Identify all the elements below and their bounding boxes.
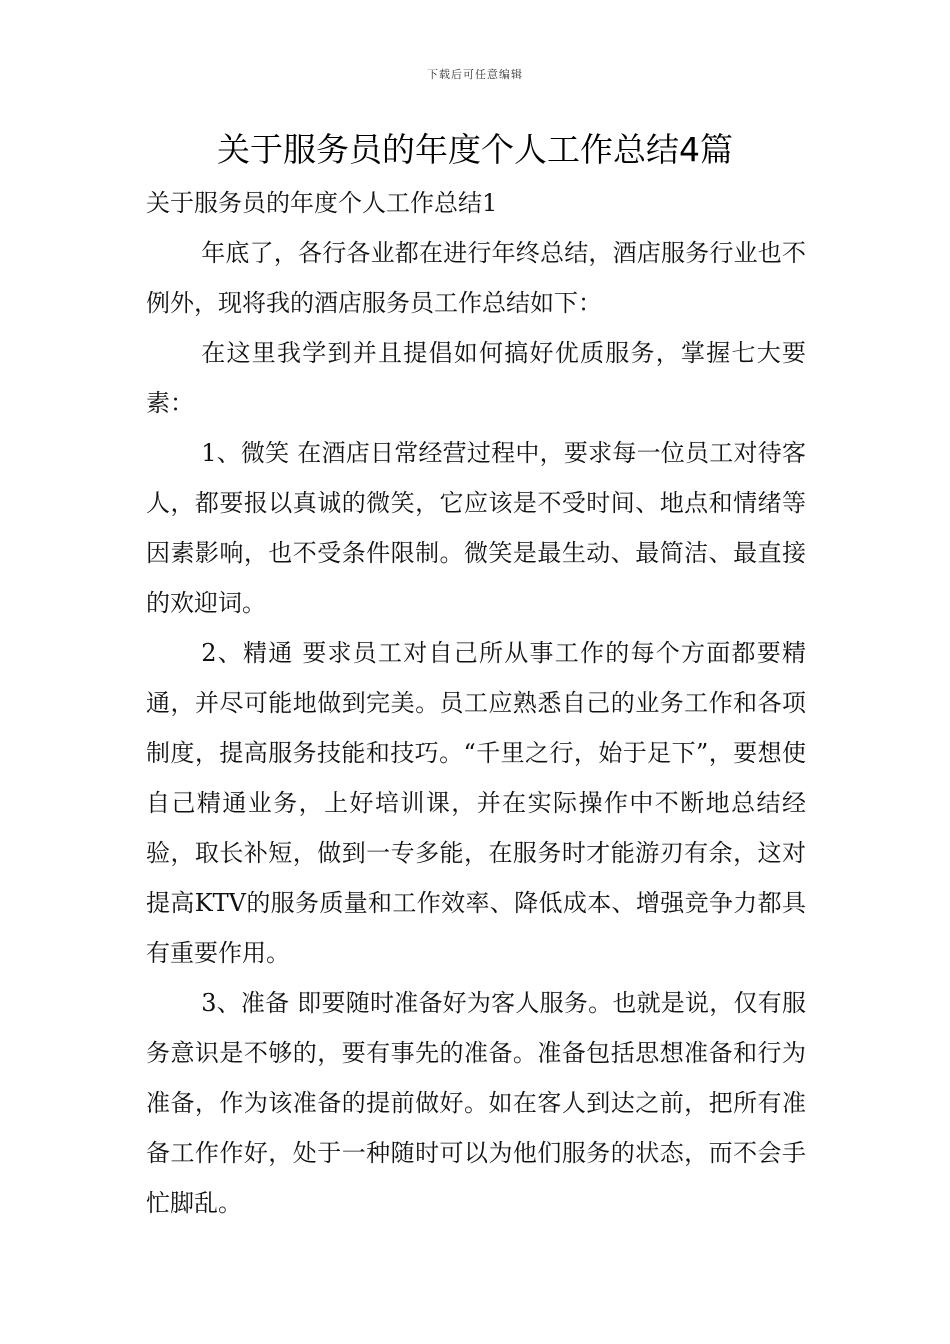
paragraph-preparation: 3、准备 即要随时准备好为客人服务。也就是说，仅有服务意识是不够的，要有事先的准备。准备包括思想准备和行为准备，作为该准备的提前做好。如在客人到达之前，把所有准备工作作好，处于一种随时可以为他们服务的状态，而不会手忙脚乱。 bbox=[146, 989, 806, 1217]
document-body bbox=[146, 178, 806, 1228]
section-subtitle: 关于服务员的年度个人工作总结1 bbox=[146, 189, 498, 217]
paragraph-elements: 在这里我学到并且提倡如何搞好优质服务，掌握七大要素： bbox=[146, 339, 806, 417]
header-note: 下载后可任意编辑 bbox=[427, 68, 523, 81]
paragraph-intro: 年底了，各行各业都在进行年终总结，酒店服务行业也不例外，现将我的酒店服务员工作总结如下： bbox=[146, 239, 806, 317]
document-title: 关于服务员的年度个人工作总结4篇 bbox=[217, 130, 733, 169]
paragraph-proficiency: 2、精通 要求员工对自己所从事工作的每个方面都要精通，并尽可能地做到完美。员工应熟悉自己的业务工作和各项制度，提高服务技能和技巧。“千里之行，始于足下”，要想使自己精通业务，上好培训课，并在实际操作中不断地总结经验，取长补短，做到一专多能，在服务时才能游刃有余，这对提高KTV的服务质量和工作效率、降低成本、增强竞争力都具有重要作用。 bbox=[146, 639, 806, 967]
paragraph-smile: 1、微笑 在酒店日常经营过程中，要求每一位员工对待客人，都要报以真诚的微笑，它应该是不受时间、地点和情绪等因素影响，也不受条件限制。微笑是最生动、最简洁、最直接的欢迎词。 bbox=[146, 439, 806, 617]
